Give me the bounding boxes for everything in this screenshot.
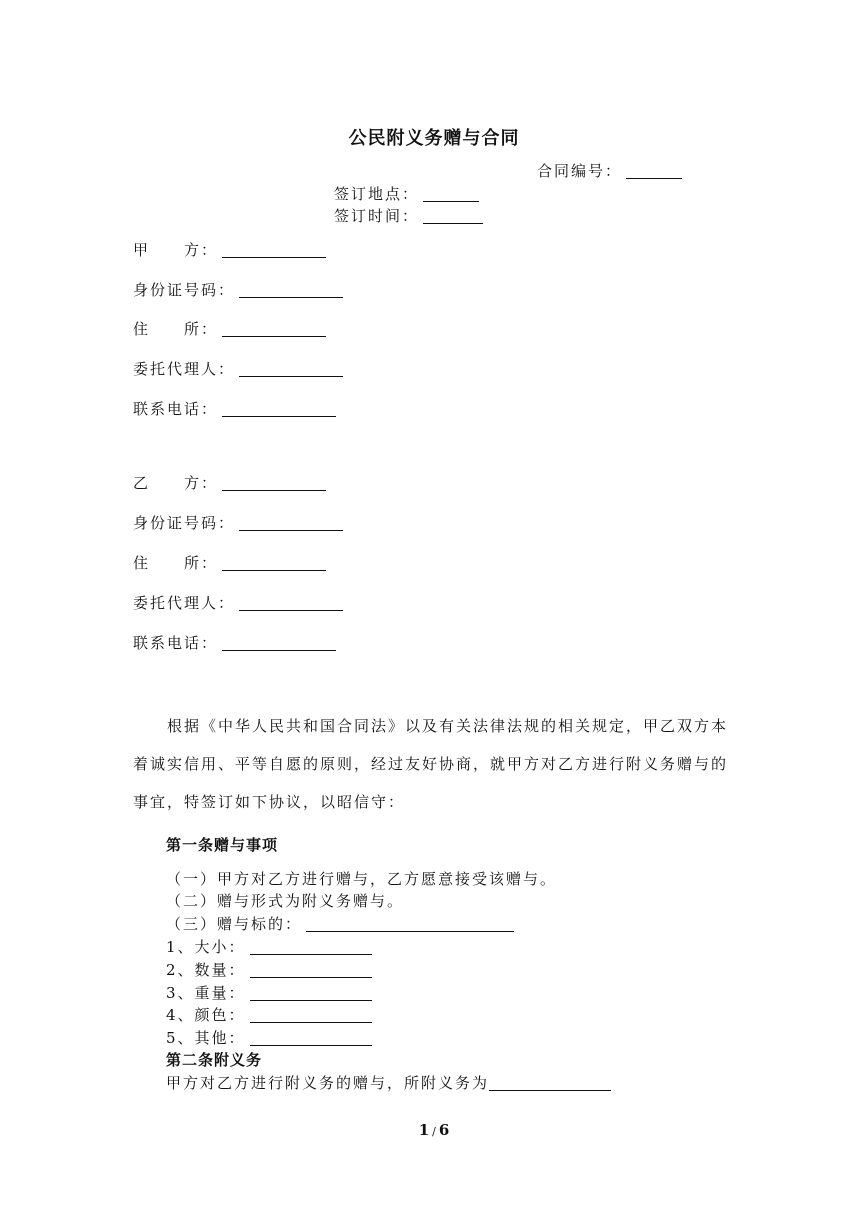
party-a-name-blank[interactable] <box>222 241 326 258</box>
party-a-phone <box>133 398 336 419</box>
party-a-address-blank[interactable] <box>222 320 326 337</box>
sign-time-label: 签订时间： <box>334 207 420 225</box>
gift-color-blank[interactable] <box>250 1006 372 1023</box>
gift-subject-label: （三）赠与标的： <box>166 915 303 933</box>
party-b-address-blank[interactable] <box>222 554 326 571</box>
gift-weight <box>166 982 372 1003</box>
gift-size-label: 1、大小： <box>166 938 246 956</box>
page-separator: / <box>432 1125 436 1138</box>
obligation-blank[interactable] <box>489 1074 611 1091</box>
article-2-heading: 第二条附义务 <box>166 1051 263 1069</box>
sign-place-label: 签订地点： <box>334 185 420 203</box>
gift-quantity <box>166 959 372 980</box>
contract-number-blank[interactable] <box>626 162 682 179</box>
article-1-item-3 <box>166 913 514 934</box>
party-a-id-label: 身份证号码： <box>133 281 236 299</box>
gift-weight-blank[interactable] <box>250 984 372 1001</box>
contract-number <box>537 160 682 181</box>
gift-size-blank[interactable] <box>250 938 372 955</box>
party-a-address <box>133 318 326 339</box>
party-b-phone <box>133 632 336 653</box>
article-1-item-2: （二）赠与形式为附义务赠与。 <box>166 892 405 910</box>
party-a-agent <box>133 358 343 379</box>
sign-place-blank[interactable] <box>423 185 479 202</box>
party-b-id-blank[interactable] <box>239 514 343 531</box>
gift-other-blank[interactable] <box>250 1029 372 1046</box>
party-a-address-label: 住 所： <box>133 320 219 338</box>
party-a-agent-label: 委托代理人： <box>133 360 236 378</box>
party-b-agent-label: 委托代理人： <box>133 594 236 612</box>
article-2-text <box>166 1072 611 1093</box>
gift-weight-label: 3、重量： <box>166 984 246 1002</box>
page-number <box>0 1121 868 1139</box>
party-b-address <box>133 552 326 573</box>
party-a-phone-blank[interactable] <box>222 400 336 417</box>
gift-quantity-blank[interactable] <box>250 961 372 978</box>
document-title: 公民附义务赠与合同 <box>348 128 520 149</box>
preamble-paragraph: 根据《中华人民共和国合同法》以及有关法律法规的相关规定，甲乙双方本着诚实信用、平等自愿的原则，经过友好协商，就甲方对乙方进行附义务赠与的事宜，特签订如下协议，以昭信守： <box>133 717 729 811</box>
contract-number-label: 合同编号： <box>537 162 623 180</box>
sign-time-blank[interactable] <box>423 207 483 224</box>
gift-color <box>166 1004 372 1025</box>
article-1-item-1: （一）甲方对乙方进行赠与，乙方愿意接受该赠与。 <box>166 870 558 888</box>
party-a-name <box>133 239 326 260</box>
current-page: 1 <box>418 1121 430 1139</box>
party-b-phone-blank[interactable] <box>222 634 336 651</box>
gift-other <box>166 1027 372 1048</box>
gift-quantity-label: 2、数量： <box>166 961 246 979</box>
party-a-id <box>133 279 343 300</box>
party-b-id <box>133 512 343 533</box>
article-1-heading: 第一条赠与事项 <box>166 836 279 854</box>
party-b-phone-label: 联系电话： <box>133 634 219 652</box>
obligation-label: 甲方对乙方进行附义务的赠与，所附义务为 <box>166 1074 490 1092</box>
party-b-agent-blank[interactable] <box>239 594 343 611</box>
sign-time <box>334 205 483 226</box>
party-a-agent-blank[interactable] <box>239 360 343 377</box>
sign-place <box>334 183 479 204</box>
gift-color-label: 4、颜色： <box>166 1006 246 1024</box>
gift-size <box>166 936 372 957</box>
party-a-id-blank[interactable] <box>239 281 343 298</box>
party-b-name-blank[interactable] <box>222 474 326 491</box>
total-pages: 6 <box>438 1121 450 1139</box>
party-a-phone-label: 联系电话： <box>133 400 219 418</box>
party-b-address-label: 住 所： <box>133 554 219 572</box>
party-b-id-label: 身份证号码： <box>133 514 236 532</box>
party-b-name <box>133 472 326 493</box>
party-a-name-label: 甲 方： <box>133 241 219 259</box>
gift-other-label: 5、其他： <box>166 1029 246 1047</box>
party-b-agent <box>133 592 343 613</box>
party-b-name-label: 乙 方： <box>133 474 219 492</box>
gift-subject-blank[interactable] <box>306 915 514 932</box>
